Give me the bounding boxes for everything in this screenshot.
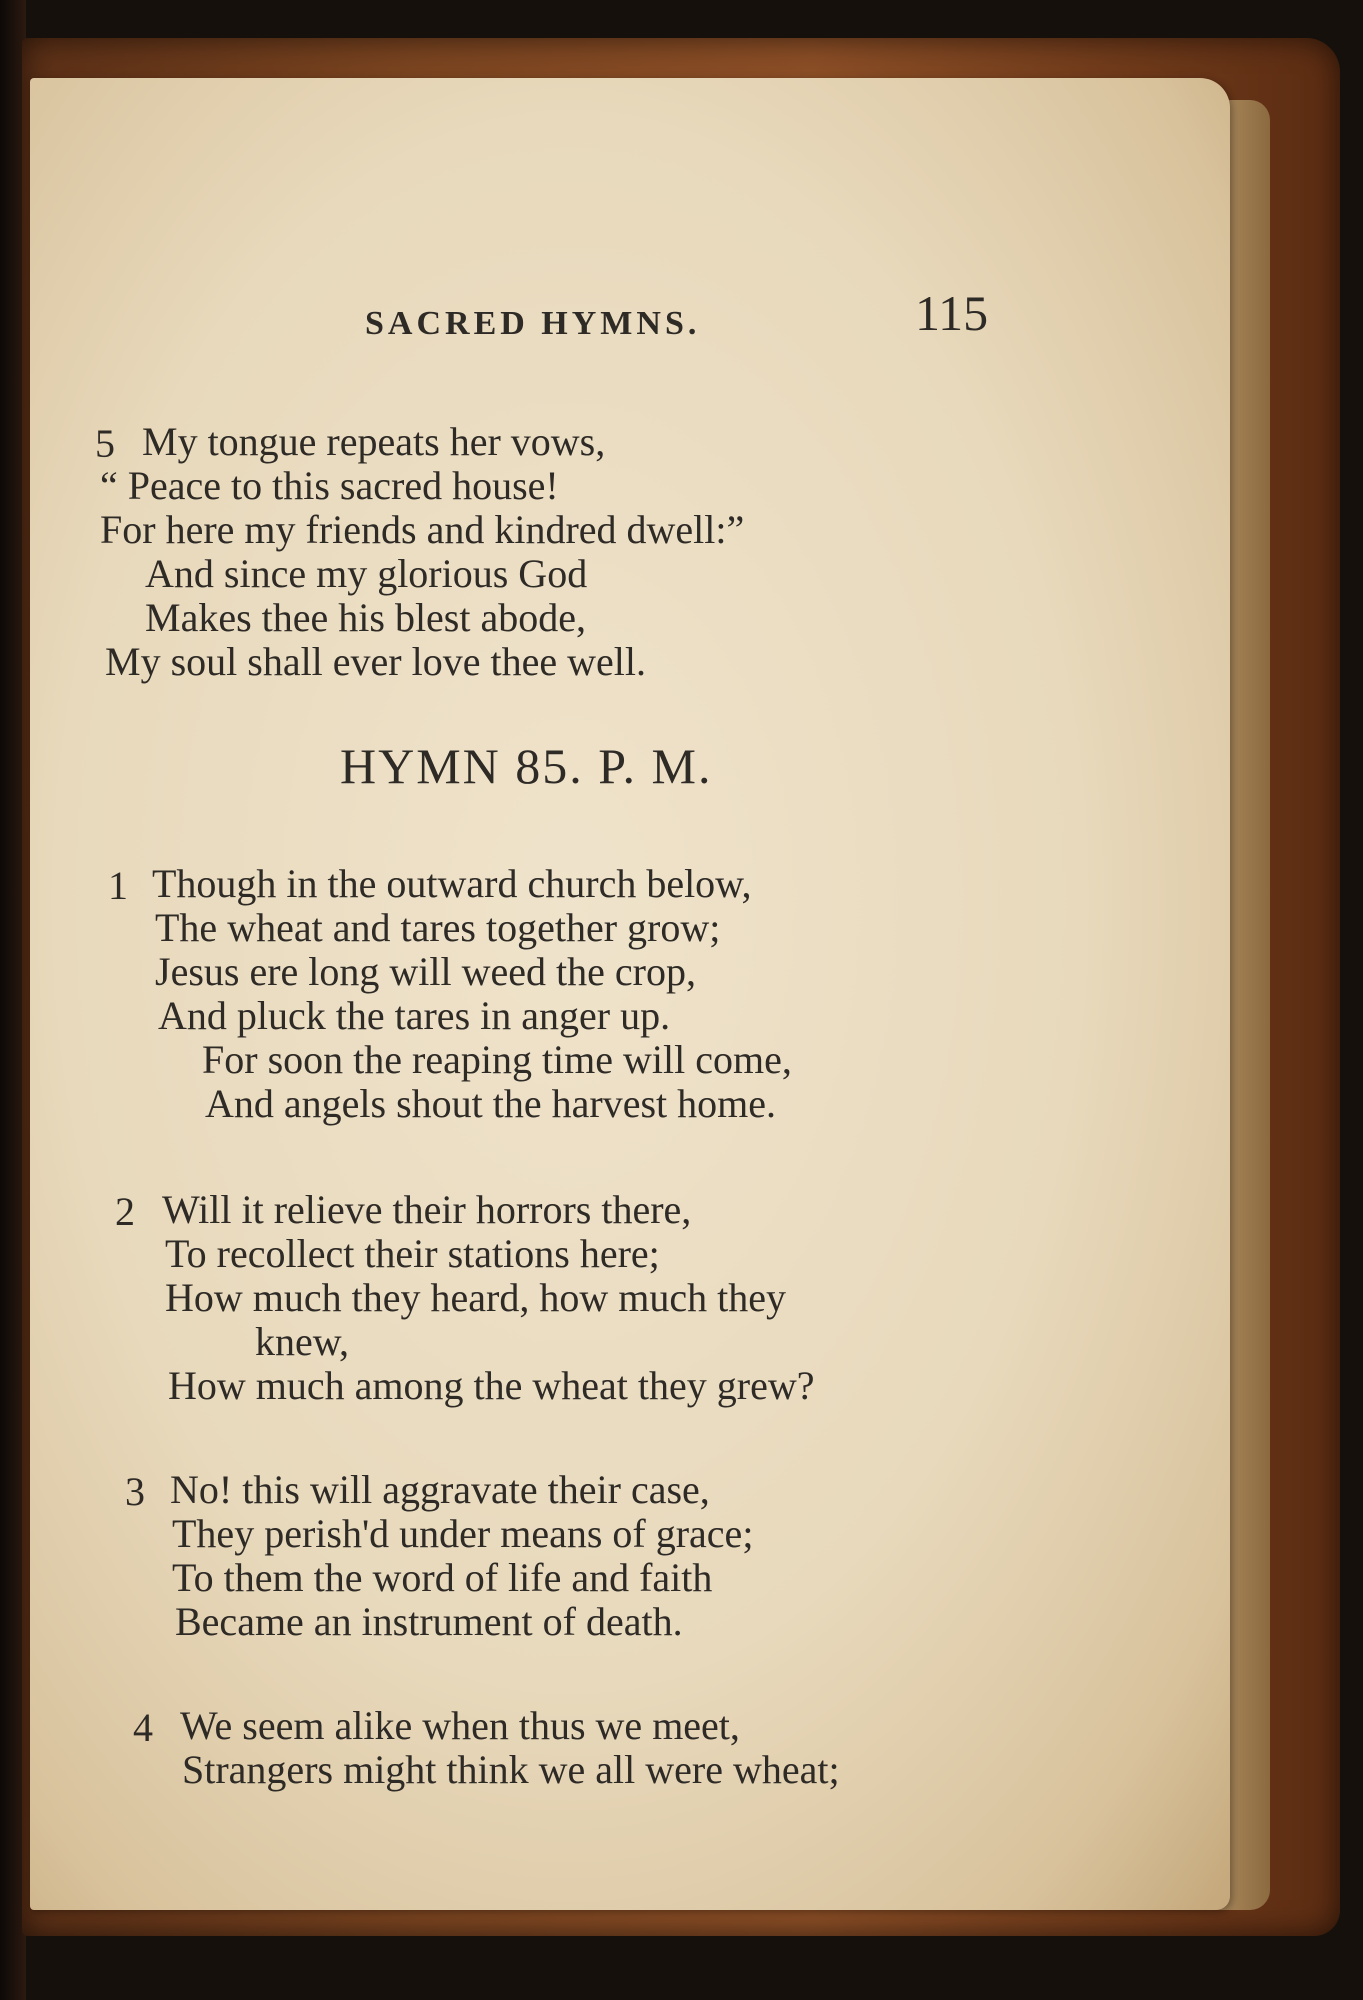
verse-line: They perish'd under means of grace; bbox=[172, 1511, 754, 1556]
stanza-number: 1 bbox=[108, 863, 128, 908]
verse-line: For here my friends and kindred dwell:” bbox=[100, 507, 745, 552]
verse-line: How much among the wheat they grew? bbox=[168, 1363, 815, 1408]
verse-line: And angels shout the harvest home. bbox=[205, 1081, 776, 1126]
stanza-number: 5 bbox=[95, 421, 115, 466]
verse-line: To them the word of life and faith bbox=[172, 1555, 713, 1600]
verse-line: knew, bbox=[255, 1319, 350, 1364]
page-number: 115 bbox=[915, 285, 989, 341]
verse-line: For soon the reaping time will come, bbox=[202, 1037, 792, 1082]
hymn-title: HYMN 85. P. M. bbox=[340, 738, 713, 794]
verse-line: And since my glorious God bbox=[145, 551, 588, 596]
verse-line: The wheat and tares together grow; bbox=[155, 905, 721, 950]
verse-line: Became an instrument of death. bbox=[175, 1599, 683, 1644]
verse-line: My soul shall ever love thee well. bbox=[105, 639, 646, 684]
verse-line: And pluck the tares in anger up. bbox=[158, 993, 671, 1038]
verse-line: Jesus ere long will weed the crop, bbox=[155, 949, 696, 994]
verse-line: Will it relieve their horrors there, bbox=[162, 1187, 692, 1232]
stanza-number: 3 bbox=[125, 1469, 145, 1514]
stanza-number: 4 bbox=[133, 1705, 153, 1750]
running-title: SACRED HYMNS. bbox=[365, 305, 701, 342]
verse-line: No! this will aggravate their case, bbox=[170, 1467, 710, 1512]
verse-line: How much they heard, how much they bbox=[165, 1275, 786, 1320]
verse-line: “ Peace to this sacred house! bbox=[100, 463, 559, 508]
verse-line: Strangers might think we all were wheat; bbox=[182, 1747, 840, 1792]
verse-line: Makes thee his blest abode, bbox=[145, 595, 586, 640]
verse-line: We seem alike when thus we meet, bbox=[180, 1703, 740, 1748]
verse-line: My tongue repeats her vows, bbox=[142, 419, 606, 464]
verse-line: Though in the outward church below, bbox=[152, 861, 752, 906]
verse-line: To recollect their stations here; bbox=[165, 1231, 660, 1276]
stanza-number: 2 bbox=[115, 1189, 135, 1234]
